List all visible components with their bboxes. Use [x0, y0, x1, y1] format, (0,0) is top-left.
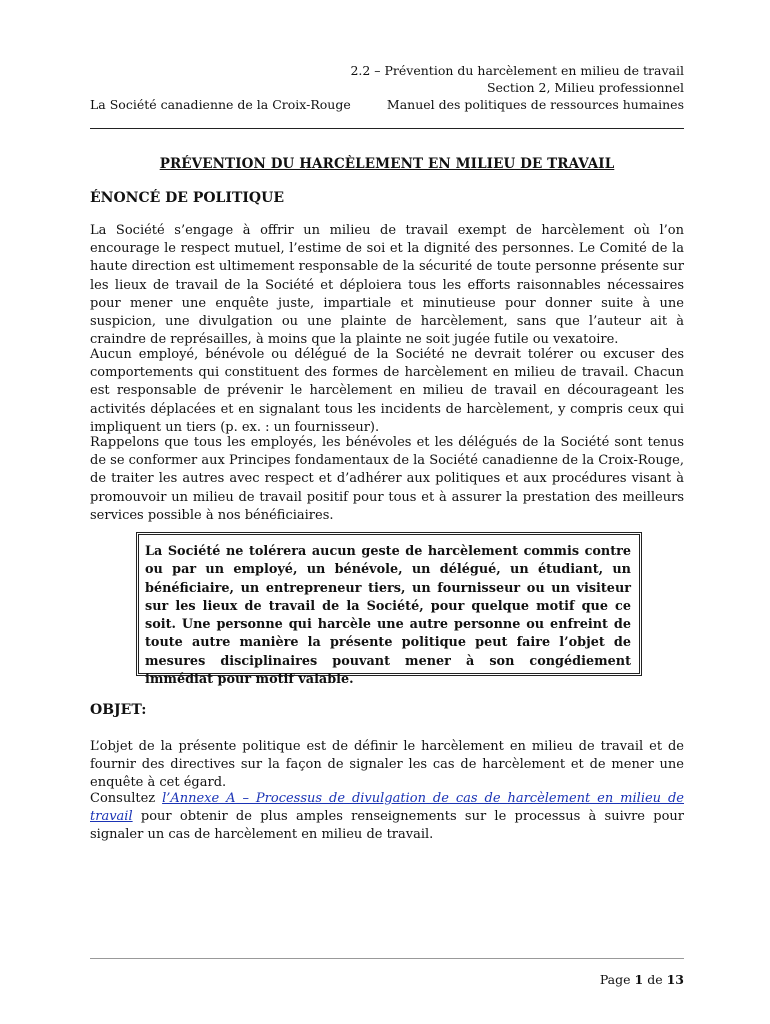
header-manual: Manuel des politiques de ressources humaines	[386, 97, 684, 112]
document-title: PRÉVENTION DU HARCÈLEMENT EN MILIEU DE TRAVAIL	[159, 156, 615, 172]
header-right-block	[350, 62, 684, 113]
page-number	[540, 972, 684, 987]
zero-tolerance-box	[136, 532, 642, 688]
page-total: 13	[666, 972, 684, 987]
objet-paragraph-2-suffix: pour obtenir de plus amples renseignements sur le processus à suivre pour signaler un cas de harcèlement en milieu de travail.	[90, 809, 684, 843]
objet-heading: OBJET:	[90, 702, 147, 718]
page-current: 1	[634, 972, 644, 987]
footer-divider	[90, 958, 684, 959]
annexe-a-link[interactable]: l’Annexe A – Processus de divulgation de cas de harcèlement en milieu de travail	[90, 791, 685, 825]
policy-paragraph-3: Rappelons que tous les employés, les bénévoles et les délégués de la Société sont tenus de se conformer aux Principes fondamentaux de la Société canadienne de la Croix-Rouge, de traiter les autres avec respect et d’adhérer aux politiques et aux procédures visant à promouvoir un milieu de travail positif pour tous et à assurer la prestation des meilleurs services possible à nos bénéficiaires.	[90, 435, 684, 523]
header-policy-title: 2.2 – Prévention du harcèlement en milieu de travail	[350, 63, 684, 78]
header-section: Section 2, Milieu professionnel	[486, 80, 684, 95]
policy-heading: ÉNONCÉ DE POLITIQUE	[90, 190, 284, 206]
page-of: de	[647, 972, 663, 987]
objet-paragraph-1: L’objet de la présente politique est de définir le harcèlement en milieu de travail et de fournir des directives sur la façon de signaler les cas de harcèlement et de mener une enquête à cet égard.	[90, 739, 684, 791]
page-header	[90, 62, 684, 112]
zero-tolerance-text: La Société ne tolérera aucun geste de harcèlement commis contre ou par un employé, un bénévole, un délégué, un étudiant, un bénéficiaire, un entrepreneur tiers, un fournisseur ou un visiteur sur les lieux de travail de la Société, pour quelque motif que ce soit. Une personne qui harcèle une autre personne ou enfreint de toute autre manière la présente politique peut faire l’objet de mesures disciplinaires pouvant mener à son congédiement immédiat pour motif valable.	[145, 544, 631, 688]
objet-paragraph-2	[90, 790, 684, 845]
header-divider	[90, 128, 684, 129]
policy-paragraph-2: Aucun employé, bénévole ou délégué de la Société ne devrait tolérer ou excuser des comportements qui constituent des formes de harcèlement en milieu de travail. Chacun est responsable de prévenir le harcèlement en milieu de travail en décourageant les activités déplacées et en signalant tous les incidents de harcèlement, y compris ceux qui impliquent un tiers (p. ex. : un fournisseur).	[90, 347, 684, 435]
header-organization: La Société canadienne de la Croix-Rouge	[90, 97, 351, 112]
policy-paragraph-1: La Société s’engage à offrir un milieu de travail exempt de harcèlement où l’on encourage le respect mutuel, l’estime de soi et la dignité des personnes. Le Comité de la haute direction est ultimement responsable de la sécurité de toute personne présente sur les lieux de travail de la Société et déploiera tous les efforts raisonnables nécessaires pour mener une enquête juste, impartiale et minutieuse pour donner suite à une suspicion, une divulgation ou une plainte de harcèlement, sans que l’auteur ait à craindre de représailles, à moins que la plainte ne soit jugée futile ou vexatoire.	[90, 223, 684, 348]
objet-paragraph-2-prefix: Consultez	[90, 791, 163, 806]
page-label: Page	[599, 972, 631, 987]
